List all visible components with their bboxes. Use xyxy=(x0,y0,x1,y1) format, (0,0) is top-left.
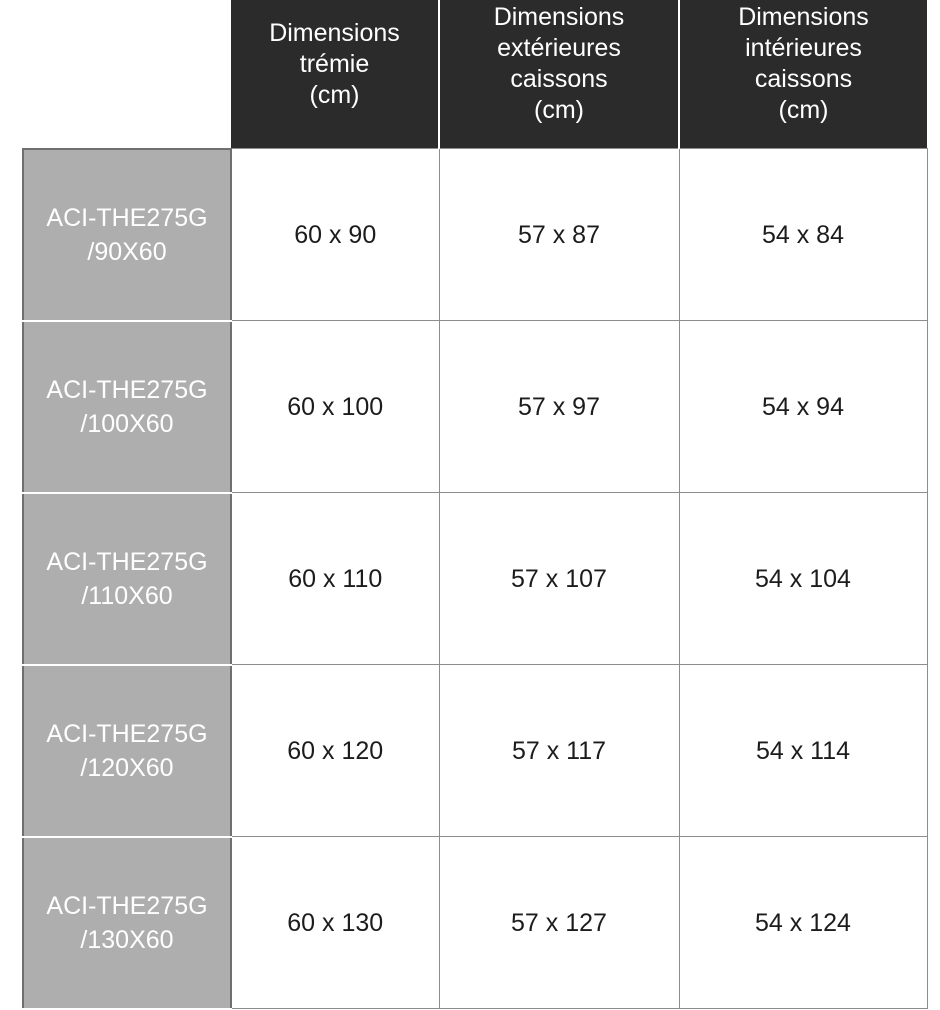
cell-tremie: 60 x 110 xyxy=(231,493,439,665)
header-line: Dimensions xyxy=(493,3,625,31)
header-line: (cm) xyxy=(534,96,584,124)
dimensions-table xyxy=(22,0,928,1010)
cell-model xyxy=(23,149,231,321)
model-line-2: /90X60 xyxy=(87,237,167,266)
cell-exterieures: 57 x 127 xyxy=(439,837,679,1009)
header-line: trémie xyxy=(299,49,370,78)
cell-exterieures: 57 x 117 xyxy=(439,665,679,837)
cell-model xyxy=(23,493,231,665)
cell-interieures: 54 x 94 xyxy=(679,321,927,493)
table-row xyxy=(23,149,927,321)
cell-model xyxy=(23,837,231,1009)
model-line-1: ACI-THE275G xyxy=(46,547,208,576)
table-header xyxy=(23,0,927,149)
table-header-row xyxy=(23,0,927,149)
header-cell-dimensions-interieures-caissons xyxy=(679,0,927,149)
header-cell-model xyxy=(23,0,231,149)
header-line: extérieures xyxy=(497,34,621,62)
cell-interieures: 54 x 114 xyxy=(679,665,927,837)
model-line-1: ACI-THE275G xyxy=(46,891,208,920)
cell-exterieures: 57 x 97 xyxy=(439,321,679,493)
header-cell-dimensions-tremie xyxy=(231,0,439,149)
header-line: Dimensions xyxy=(269,18,400,47)
cell-interieures: 54 x 124 xyxy=(679,837,927,1009)
cell-tremie: 60 x 100 xyxy=(231,321,439,493)
cell-tremie: 60 x 90 xyxy=(231,149,439,321)
model-line-2: /100X60 xyxy=(80,409,174,438)
header-line: Dimensions xyxy=(738,3,869,31)
table-body xyxy=(23,149,927,1009)
header-line: intérieures xyxy=(745,34,862,62)
header-line: (cm) xyxy=(778,96,829,124)
header-line: (cm) xyxy=(309,80,360,109)
model-line-2: /120X60 xyxy=(80,753,174,782)
cell-model xyxy=(23,321,231,493)
header-line: caissons xyxy=(754,65,853,93)
cell-tremie: 60 x 130 xyxy=(231,837,439,1009)
cell-exterieures: 57 x 87 xyxy=(439,149,679,321)
table-row xyxy=(23,837,927,1009)
cell-tremie: 60 x 120 xyxy=(231,665,439,837)
cell-interieures: 54 x 84 xyxy=(679,149,927,321)
cell-exterieures: 57 x 107 xyxy=(439,493,679,665)
table-row xyxy=(23,493,927,665)
model-line-1: ACI-THE275G xyxy=(46,203,208,232)
cell-interieures: 54 x 104 xyxy=(679,493,927,665)
header-line: caissons xyxy=(510,65,608,93)
table-row xyxy=(23,321,927,493)
table-row xyxy=(23,665,927,837)
header-cell-dimensions-exterieures-caissons xyxy=(439,0,679,149)
model-line-1: ACI-THE275G xyxy=(46,375,208,404)
model-line-2: /110X60 xyxy=(81,581,173,610)
cell-model xyxy=(23,665,231,837)
model-line-2: /130X60 xyxy=(80,925,174,954)
model-line-1: ACI-THE275G xyxy=(46,719,208,748)
